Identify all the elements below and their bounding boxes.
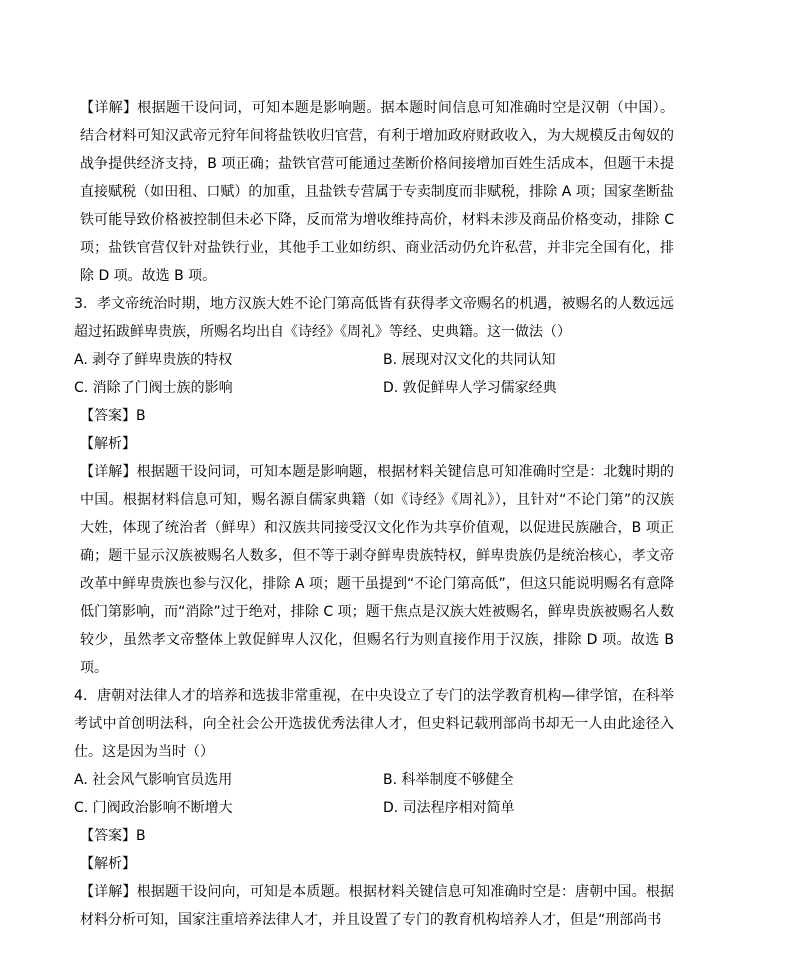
question-4: 4．唐朝对法律人才的培养和选拔非常重视，在中央设立了专门的法学教育机构—律学馆，在科举考试中首创明法科，向全社会公开选拔优秀法律人才，但史料记载刑部尚书却无一人由此途径入仕。这是因为当时（） (74, 688, 674, 760)
option-d: D. 司法程序相对简单 (383, 800, 515, 816)
question-3: 3．孝文帝统治时期，地方汉族大姓不论门第高低皆有获得孝文帝赐名的机遇，被赐名的人数远远超过拓跋鲜卑贵族，所赐名均出自《诗经》《周礼》等经、史典籍。这一做法（） (74, 296, 674, 340)
option-a: A. 社会风气影响官员选用 (74, 772, 233, 788)
option-c: C. 消除了门阀士族的影响 (74, 380, 233, 396)
option-c: C. 门阀政治影响不断增大 (74, 800, 233, 816)
option-d: D. 敦促鲜卑人学习儒家经典 (383, 380, 557, 396)
explanation-paragraph: 【详解】根据题干设问向，可知是本质题。根据材料关键信息可知准确时空是：唐朝中国。根据材料分析可知，国家注重培养法律人才，并且设置了专门的教育机构培养人才，但是“刑部尚书 (80, 884, 674, 928)
question-4-options (74, 766, 674, 822)
explanation-paragraph: 【详解】根据题干设问词，可知本题是影响题。据本题时间信息可知准确时空是汉朝（中国）。结合材料可知汉武帝元狩年间将盐铁收归官营，有利于增加政府财政收入，为大规模反击匈奴的战争提供经济支持，B 项正确；盐铁官营可能通过垄断价格间接增加百姓生活成本，但题干未提直接赋税（如田租、口赋）的加重，且盐铁专营属于专卖制度而非赋税，排除 A 项；国家垄断盐铁可能导致价格被控制但未必下降，反而常为增收维持高价，材料未涉及商品价格变动，排除 C 项；盐铁官营仅针对盐铁行业，其他手工业如纺织、商业活动仍允许私营，并非完全国有化，排除 D 项。故选 B 项。 (80, 100, 674, 284)
document-page (74, 94, 674, 934)
option-b: B. 科举制度不够健全 (383, 772, 514, 788)
option-b: B. 展现对汉文化的共同认知 (383, 352, 556, 368)
analysis-label: 【解析】 (80, 856, 136, 872)
question-3-options (74, 346, 674, 402)
option-a: A. 剥夺了鲜卑贵族的特权 (74, 352, 233, 368)
answer-label: 【答案】B (80, 828, 146, 844)
analysis-label: 【解析】 (80, 436, 136, 452)
explanation-paragraph: 【详解】根据题干设问词，可知本题是影响题，根据材料关键信息可知准确时空是：北魏时期的中国。根据材料信息可知，赐名源自儒家典籍（如《诗经》《周礼》），且针对“不论门第”的汉族大姓，体现了统治者（鲜卑）和汉族共同接受汉文化作为共享价值观，以促进民族融合，B 项正确；题干显示汉族被赐名人数多，但不等于剥夺鲜卑贵族特权，鲜卑贵族仍是统治核心，孝文帝改革中鲜卑贵族也参与汉化，排除 A 项；题干虽提到“不论门第高低”，但这只能说明赐名有意降低门第影响，而“消除”过于绝对，排除 C 项；题干焦点是汉族大姓被赐名，鲜卑贵族被赐名人数较少，虽然孝文帝整体上敦促鲜卑人汉化，但赐名行为则直接作用于汉族，排除 D 项。故选 B 项。 (80, 464, 674, 676)
answer-label: 【答案】B (80, 408, 146, 424)
